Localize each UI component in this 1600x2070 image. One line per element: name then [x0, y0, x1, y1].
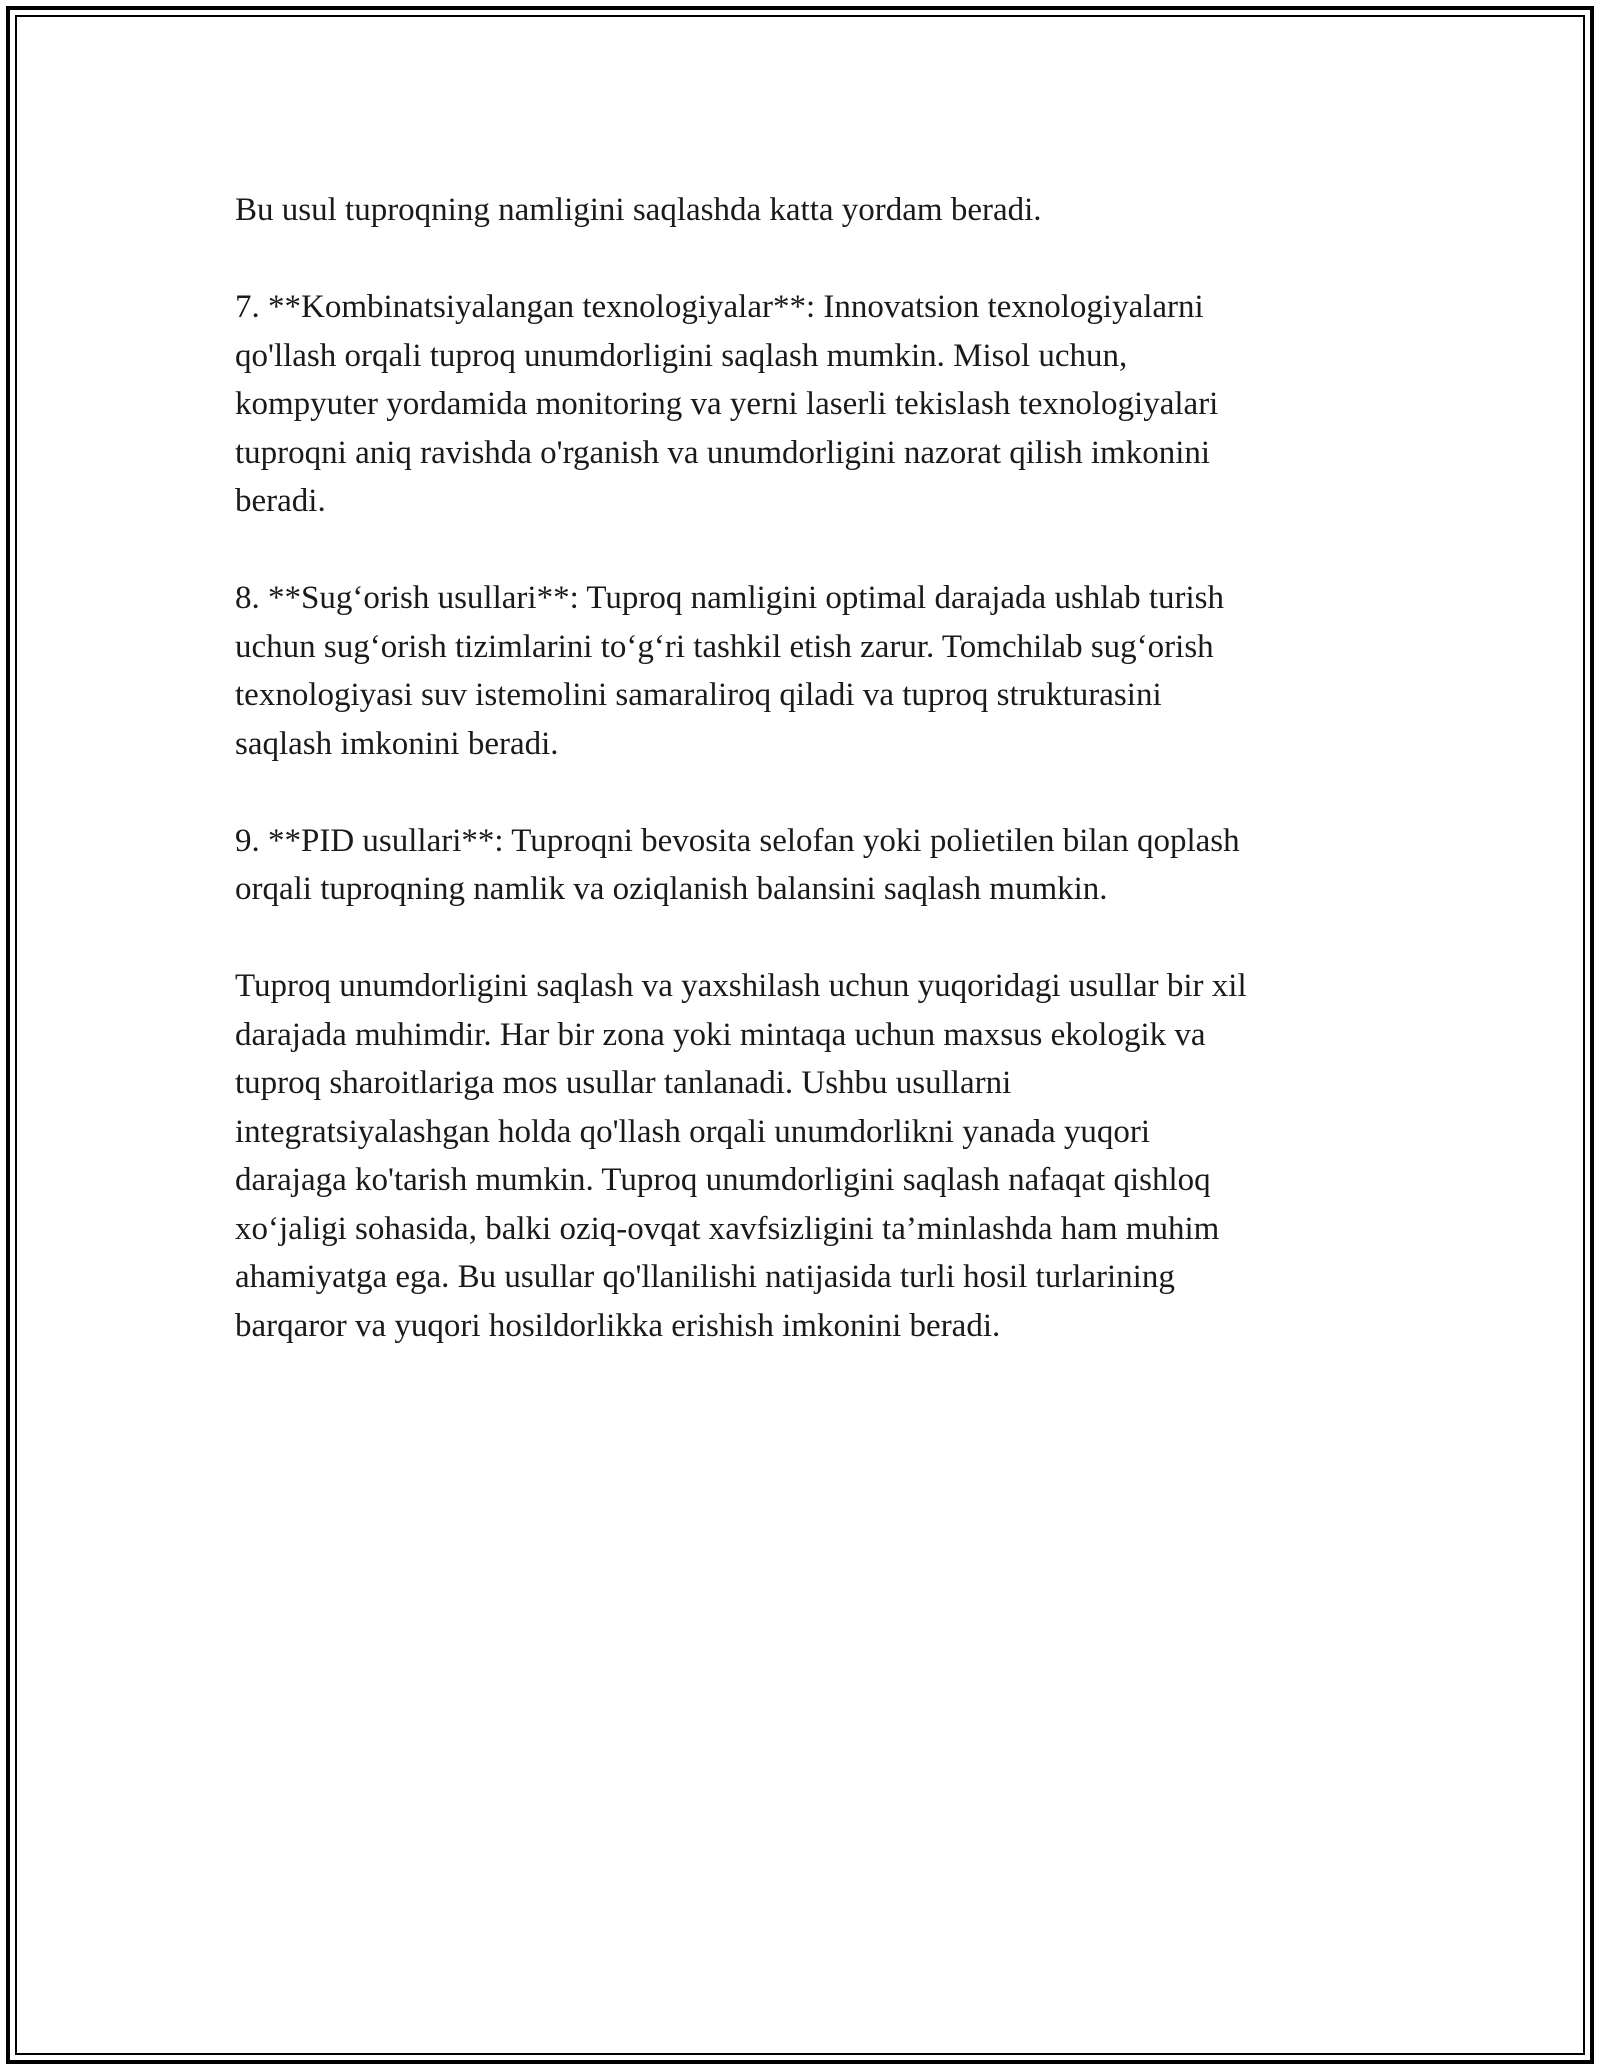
paragraph-item-8: 8. **Sug‘orish usullari**: Tuproq namligini optimal darajada ushlab turish uchun sug‘orish tizimlarini to‘g‘ri tashkil etish zarur. Tomchilab sug‘orish texnologiyasi suv istemolini samaraliroq qiladi va tuproq strukturasini saqlash imkonini beradi. — [235, 580, 1225, 762]
paragraph-item-9: 9. **PID usullari**: Tuproqni bevosita selofan yoki polietilen bilan qoplash orqali tuproqning namlik va oziqlanish balansini saqlash mumkin. — [235, 822, 1240, 907]
paragraph-item-7: 7. **Kombinatsiyalangan texnologiyalar**: Innovatsion texnologiyalarni qo'llash orqali tuproq unumdorligini saqlash mumkin. Misol uchun, kompyuter yordamida monitoring va yerni laserli tekislash texnologiyalari tuproqni aniq ravishda o'rganish va unumdorligini nazorat qilish imkonini beradi. — [235, 289, 1219, 519]
paragraph-conclusion: Tuproq unumdorligini saqlash va yaxshilash uchun yuqoridagi usullar bir xil darajada muhimdir. Har bir zona yoki mintaqa uchun maxsus ekologik va tuproq sharoitlariga mos usullar tanlanadi. Ushbu usullarni integratsiyalashgan holda qo'llash orqali unumdorlikni yanada yuqori darajaga ko'tarish mumkin. Tuproq unumdorligini saqlash nafaqat qishloq xo‘jaligi sohasida, balki oziq-ovqat xavfsizligini ta’minlashda ham muhim ahamiyatga ega. Bu usullar qo'llanilishi natijasida turli hosil turlarining barqaror va yuqori hosildorlikka erishish imkonini beradi. — [235, 968, 1247, 1344]
paragraph-intro: Bu usul tuproqning namligini saqlashda katta yordam beradi. — [235, 192, 1042, 228]
page-content — [235, 186, 1365, 1350]
